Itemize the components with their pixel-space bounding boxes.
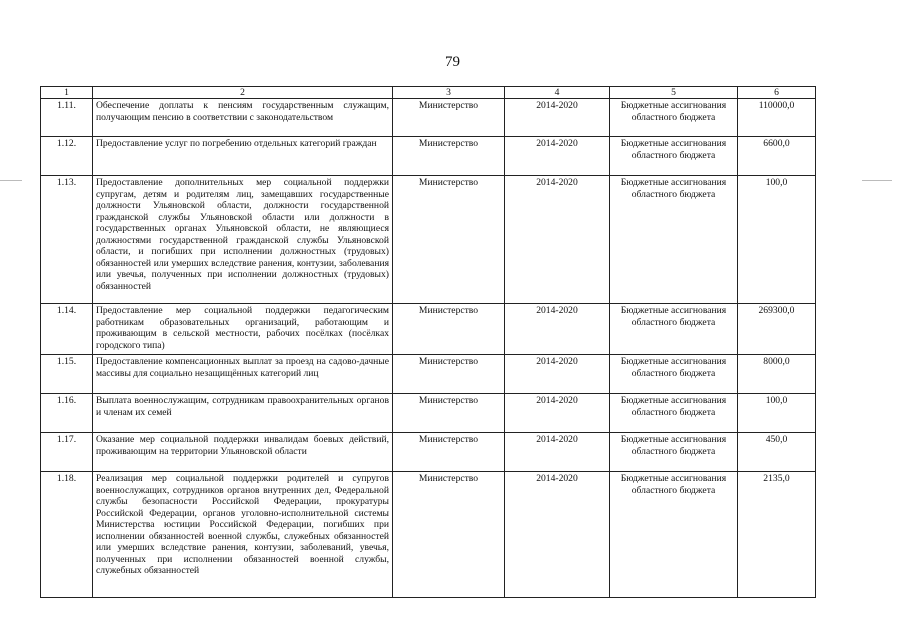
table-row (41, 394, 816, 433)
row-amount: 6600,0 (738, 137, 816, 176)
column-number: 1 (41, 87, 93, 99)
row-description: Реализация мер социальной поддержки родителей и супругов военнослужащих, сотрудников органов внутренних дел, Федеральной службы безопасности Российской Федерации, прокуратуры Российской Федерации, органов уголовно-исполнительной системы Министерства юстиции Российской Федерации, погибших при исполнении обязанностей военной службы, служебных обязанностей или умерших вследствие ранения, контузии, заболеваний, увечья, полученных при исполнении обязанностей военной службы, служебных обязанностей (93, 472, 393, 598)
column-number: 5 (610, 87, 738, 99)
row-number: 1.11. (41, 99, 93, 137)
row-description: Предоставление услуг по погребению отдельных категорий граждан (93, 137, 393, 176)
row-number: 1.13. (41, 176, 93, 304)
row-source: Бюджетные ассигнования областного бюджета (610, 304, 738, 355)
row-number: 1.14. (41, 304, 93, 355)
row-source: Бюджетные ассигнования областного бюджета (610, 137, 738, 176)
row-term: 2014-2020 (505, 99, 610, 137)
row-amount: 8000,0 (738, 355, 816, 394)
row-executor: Министерство (393, 433, 505, 472)
row-amount: 100,0 (738, 394, 816, 433)
table-row (41, 472, 816, 598)
row-amount: 450,0 (738, 433, 816, 472)
column-number-row (41, 87, 816, 99)
table-row (41, 137, 816, 176)
row-executor: Министерство (393, 394, 505, 433)
scan-artifact (862, 180, 892, 181)
row-term: 2014-2020 (505, 176, 610, 304)
row-executor: Министерство (393, 176, 505, 304)
table-row (41, 355, 816, 394)
row-description: Предоставление мер социальной поддержки педагогическим работникам образовательных организаций, работающим и проживающим в сельской местности, рабочих посёлках (посёлках городского типа) (93, 304, 393, 355)
row-amount: 110000,0 (738, 99, 816, 137)
row-number: 1.17. (41, 433, 93, 472)
row-source: Бюджетные ассигнования областного бюджета (610, 99, 738, 137)
row-amount: 2135,0 (738, 472, 816, 598)
row-description: Предоставление дополнительных мер социальной поддержки супругам, детям и родителям лиц, замещавших государственные должности Ульяновской области, должности государственной гражданской службы Ульяновской области или должности в государственных органах Ульяновской области, не являющиеся должностями государственной гражданской службы Ульяновской области, и погибших при исполнении должностных (трудовых) обязанностей или умерших вследствие ранения, контузии, заболевания или увечья, полученных при исполнении должностных (трудовых) обязанностей (93, 176, 393, 304)
row-executor: Министерство (393, 355, 505, 394)
table-row (41, 176, 816, 304)
row-executor: Министерство (393, 304, 505, 355)
column-number: 3 (393, 87, 505, 99)
row-description: Оказание мер социальной поддержки инвалидам боевых действий, проживающим на территории Ульяновской области (93, 433, 393, 472)
row-number: 1.12. (41, 137, 93, 176)
row-source: Бюджетные ассигнования областного бюджета (610, 176, 738, 304)
row-source: Бюджетные ассигнования областного бюджета (610, 355, 738, 394)
row-description: Обеспечение доплаты к пенсиям государственным служащим, получающим пенсию в соответствии с законодательством (93, 99, 393, 137)
table-row (41, 304, 816, 355)
row-term: 2014-2020 (505, 472, 610, 598)
row-term: 2014-2020 (505, 433, 610, 472)
row-number: 1.18. (41, 472, 93, 598)
row-term: 2014-2020 (505, 394, 610, 433)
budget-table (40, 86, 816, 598)
row-number: 1.15. (41, 355, 93, 394)
table-row (41, 99, 816, 137)
row-number: 1.16. (41, 394, 93, 433)
row-executor: Министерство (393, 99, 505, 137)
row-term: 2014-2020 (505, 355, 610, 394)
row-source: Бюджетные ассигнования областного бюджета (610, 433, 738, 472)
row-description: Выплата военнослужащим, сотрудникам правоохранительных органов и членам их семей (93, 394, 393, 433)
row-source: Бюджетные ассигнования областного бюджета (610, 472, 738, 598)
column-number: 6 (738, 87, 816, 99)
row-description: Предоставление компенсационных выплат за проезд на садово-дачные массивы для социально незащищённых категорий лиц (93, 355, 393, 394)
row-term: 2014-2020 (505, 304, 610, 355)
row-amount: 269300,0 (738, 304, 816, 355)
scan-artifact (0, 180, 22, 181)
table-row (41, 433, 816, 472)
row-executor: Министерство (393, 472, 505, 598)
row-amount: 100,0 (738, 176, 816, 304)
column-number: 2 (93, 87, 393, 99)
row-executor: Министерство (393, 137, 505, 176)
row-source: Бюджетные ассигнования областного бюджета (610, 394, 738, 433)
column-number: 4 (505, 87, 610, 99)
page-number: 79 (445, 54, 460, 70)
row-term: 2014-2020 (505, 137, 610, 176)
